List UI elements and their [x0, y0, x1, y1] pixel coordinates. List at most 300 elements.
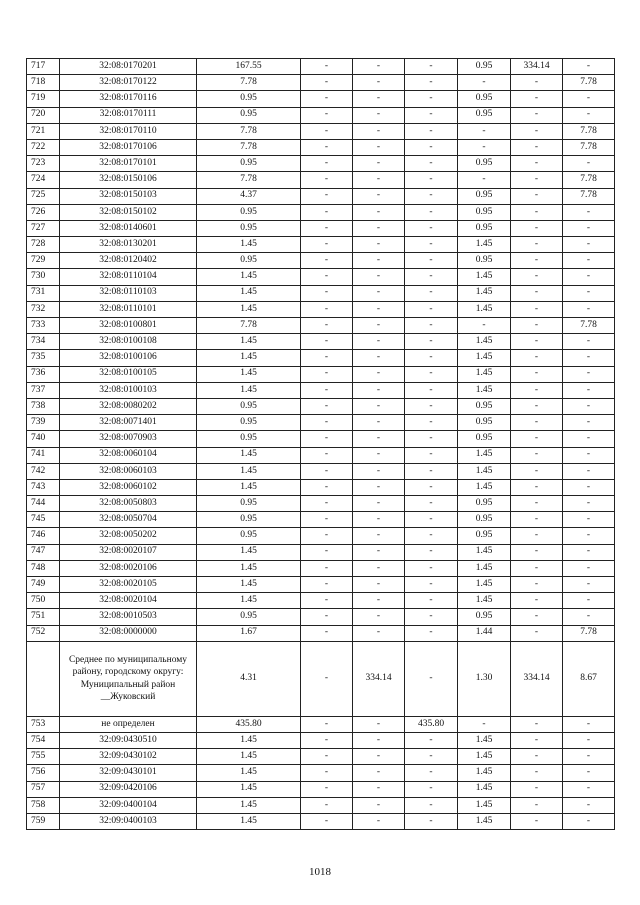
- table-cell: -: [563, 237, 615, 253]
- table-cell: -: [301, 479, 353, 495]
- table-cell: -: [511, 781, 563, 797]
- table-cell: 32:08:0000000: [60, 625, 197, 641]
- table-cell: -: [301, 463, 353, 479]
- table-cell: -: [405, 366, 458, 382]
- table-cell: -: [511, 716, 563, 732]
- table-cell: -: [563, 366, 615, 382]
- table-cell: -: [353, 334, 405, 350]
- table-cell: 32:08:0100801: [60, 318, 197, 334]
- table-cell: -: [405, 204, 458, 220]
- table-cell: -: [511, 382, 563, 398]
- table-cell: -: [511, 431, 563, 447]
- table-cell: -: [511, 204, 563, 220]
- table-cell: -: [405, 479, 458, 495]
- table-cell: -: [458, 716, 511, 732]
- table-row: [27, 765, 615, 781]
- table-cell: -: [353, 813, 405, 829]
- table-cell: -: [563, 301, 615, 317]
- table-cell: -: [301, 237, 353, 253]
- table-cell: 744: [27, 496, 60, 512]
- table-cell: 758: [27, 797, 60, 813]
- table-cell: -: [405, 544, 458, 560]
- table-cell: 32:08:0100108: [60, 334, 197, 350]
- table-cell: -: [563, 107, 615, 123]
- table-cell: 32:08:0100105: [60, 366, 197, 382]
- table-row: [27, 463, 615, 479]
- table-cell: -: [301, 641, 353, 716]
- table-cell: 32:08:0010503: [60, 609, 197, 625]
- table-cell: -: [353, 75, 405, 91]
- table-cell: -: [353, 781, 405, 797]
- table-row: [27, 528, 615, 544]
- table-cell: 7.78: [563, 625, 615, 641]
- data-table: [26, 58, 615, 830]
- summary-row: [27, 641, 615, 716]
- table-cell: -: [353, 123, 405, 139]
- table-cell: -: [301, 59, 353, 75]
- table-cell: -: [563, 382, 615, 398]
- table-cell: 741: [27, 447, 60, 463]
- table-cell: -: [563, 813, 615, 829]
- table-cell: -: [353, 269, 405, 285]
- table-cell: -: [353, 577, 405, 593]
- table-cell: 435.80: [405, 716, 458, 732]
- table-cell: 334.14: [511, 59, 563, 75]
- table-cell: 752: [27, 625, 60, 641]
- table-cell: -: [563, 732, 615, 748]
- table-cell: -: [353, 398, 405, 414]
- table-cell: -: [511, 301, 563, 317]
- table-cell: -: [563, 544, 615, 560]
- table-cell: -: [301, 301, 353, 317]
- table-cell: 0.95: [197, 156, 301, 172]
- table-cell: 1.45: [458, 765, 511, 781]
- table-cell: -: [353, 253, 405, 269]
- table-cell: -: [353, 237, 405, 253]
- table-cell: -: [405, 172, 458, 188]
- table-cell: 32:08:0170201: [60, 59, 197, 75]
- table-cell: -: [301, 625, 353, 641]
- table-cell: 1.45: [197, 797, 301, 813]
- table-cell: [27, 641, 60, 716]
- table-cell: 1.67: [197, 625, 301, 641]
- table-row: [27, 301, 615, 317]
- table-row: [27, 188, 615, 204]
- table-cell: 1.45: [458, 797, 511, 813]
- table-cell: 0.95: [197, 107, 301, 123]
- table-cell: -: [301, 123, 353, 139]
- table-cell: -: [353, 496, 405, 512]
- table-row: [27, 749, 615, 765]
- table-cell: -: [405, 188, 458, 204]
- table-cell: 1.45: [197, 366, 301, 382]
- table-row: [27, 269, 615, 285]
- table-cell: -: [353, 59, 405, 75]
- table-cell: -: [405, 749, 458, 765]
- table-cell: -: [511, 269, 563, 285]
- table-cell: -: [511, 253, 563, 269]
- table-cell: -: [405, 59, 458, 75]
- table-cell: -: [301, 732, 353, 748]
- table-cell: -: [301, 285, 353, 301]
- table-cell: -: [511, 544, 563, 560]
- table-cell: -: [511, 813, 563, 829]
- table-cell: 32:08:0130201: [60, 237, 197, 253]
- table-cell: -: [511, 609, 563, 625]
- table-cell: 32:08:0110103: [60, 285, 197, 301]
- table-cell: 8.67: [563, 641, 615, 716]
- table-cell: -: [405, 398, 458, 414]
- table-cell: -: [353, 560, 405, 576]
- table-body: [27, 59, 615, 830]
- table-cell: -: [563, 781, 615, 797]
- table-cell: -: [563, 797, 615, 813]
- table-cell: 32:08:0170106: [60, 139, 197, 155]
- table-cell: -: [301, 544, 353, 560]
- table-cell: 7.78: [563, 172, 615, 188]
- table-cell: 1.45: [458, 560, 511, 576]
- table-cell: -: [458, 172, 511, 188]
- table-cell: 1.45: [458, 593, 511, 609]
- table-cell: -: [563, 749, 615, 765]
- table-cell: -: [405, 781, 458, 797]
- table-cell: 32:08:0100106: [60, 350, 197, 366]
- table-row: [27, 415, 615, 431]
- table-cell: -: [563, 415, 615, 431]
- table-row: [27, 156, 615, 172]
- table-row: [27, 172, 615, 188]
- table-cell: -: [511, 366, 563, 382]
- table-cell: -: [405, 641, 458, 716]
- table-cell: 0.95: [197, 204, 301, 220]
- table-cell: 751: [27, 609, 60, 625]
- table-cell: -: [353, 528, 405, 544]
- table-cell: -: [563, 479, 615, 495]
- table-cell: 734: [27, 334, 60, 350]
- table-cell: -: [563, 431, 615, 447]
- table-cell: 7.78: [563, 123, 615, 139]
- table-cell: 732: [27, 301, 60, 317]
- table-cell: -: [301, 172, 353, 188]
- table-cell: -: [301, 318, 353, 334]
- table-cell: -: [405, 156, 458, 172]
- table-cell: 0.95: [458, 415, 511, 431]
- table-cell: -: [301, 813, 353, 829]
- table-cell: 759: [27, 813, 60, 829]
- table-cell: -: [511, 496, 563, 512]
- table-cell: -: [458, 318, 511, 334]
- table-cell: -: [511, 334, 563, 350]
- table-cell: -: [353, 609, 405, 625]
- table-cell: -: [301, 765, 353, 781]
- table-row: [27, 544, 615, 560]
- table-cell: 0.95: [458, 220, 511, 236]
- table-cell: -: [511, 732, 563, 748]
- table-cell: -: [511, 350, 563, 366]
- table-cell: -: [511, 577, 563, 593]
- table-cell: 32:08:0170101: [60, 156, 197, 172]
- table-cell: -: [301, 220, 353, 236]
- table-cell: 721: [27, 123, 60, 139]
- table-cell: -: [353, 463, 405, 479]
- table-cell: 1.45: [197, 237, 301, 253]
- table-cell: 1.45: [197, 560, 301, 576]
- table-cell: -: [301, 107, 353, 123]
- table-cell: 0.95: [458, 91, 511, 107]
- table-cell: 32:08:0100103: [60, 382, 197, 398]
- table-cell: -: [405, 334, 458, 350]
- table-cell: 435.80: [197, 716, 301, 732]
- table-cell: -: [301, 75, 353, 91]
- table-row: [27, 625, 615, 641]
- page-number: 1018: [309, 866, 331, 878]
- table-cell: -: [511, 528, 563, 544]
- table-cell: -: [301, 334, 353, 350]
- table-cell: -: [563, 91, 615, 107]
- table-cell: 728: [27, 237, 60, 253]
- table-cell: -: [563, 496, 615, 512]
- table-cell: 32:08:0150102: [60, 204, 197, 220]
- table-cell: 730: [27, 269, 60, 285]
- table-cell: 736: [27, 366, 60, 382]
- table-cell: 726: [27, 204, 60, 220]
- table-cell: 32:08:0120402: [60, 253, 197, 269]
- table-cell: -: [353, 301, 405, 317]
- table-cell: 7.78: [197, 172, 301, 188]
- table-cell: 32:09:0430510: [60, 732, 197, 748]
- table-cell: 1.45: [458, 447, 511, 463]
- table-row: [27, 318, 615, 334]
- table-cell: 1.45: [458, 479, 511, 495]
- table-row: [27, 204, 615, 220]
- table-cell: 1.45: [458, 237, 511, 253]
- table-cell: -: [353, 765, 405, 781]
- table-cell: -: [511, 318, 563, 334]
- table-row: [27, 253, 615, 269]
- table-cell: -: [301, 781, 353, 797]
- table-cell: 1.45: [197, 813, 301, 829]
- table-cell: -: [353, 479, 405, 495]
- table-cell: -: [511, 75, 563, 91]
- table-cell: 1.45: [197, 269, 301, 285]
- table-cell: -: [511, 749, 563, 765]
- table-cell: 739: [27, 415, 60, 431]
- table-cell: -: [353, 220, 405, 236]
- table-cell: 1.45: [458, 382, 511, 398]
- table-cell: 32:08:0170111: [60, 107, 197, 123]
- table-cell: -: [353, 318, 405, 334]
- table-cell: -: [511, 91, 563, 107]
- table-cell: -: [563, 609, 615, 625]
- table-cell: -: [405, 625, 458, 641]
- table-cell: 32:08:0020104: [60, 593, 197, 609]
- table-cell: 7.78: [197, 75, 301, 91]
- table-cell: -: [301, 577, 353, 593]
- table-cell: -: [301, 496, 353, 512]
- table-cell: 1.45: [197, 781, 301, 797]
- table-cell: -: [301, 528, 353, 544]
- table-cell: -: [405, 512, 458, 528]
- table-cell: -: [301, 350, 353, 366]
- table-cell: 742: [27, 463, 60, 479]
- table-cell: -: [301, 593, 353, 609]
- table-cell: -: [405, 382, 458, 398]
- table-cell: -: [563, 447, 615, 463]
- table-cell: 717: [27, 59, 60, 75]
- table-cell: -: [511, 285, 563, 301]
- table-cell: -: [405, 75, 458, 91]
- table-cell: -: [458, 139, 511, 155]
- table-row: [27, 512, 615, 528]
- table-cell: -: [353, 382, 405, 398]
- table-cell: -: [301, 253, 353, 269]
- table-cell: -: [353, 431, 405, 447]
- table-cell: -: [405, 269, 458, 285]
- table-cell: -: [301, 512, 353, 528]
- table-cell: -: [405, 285, 458, 301]
- table-cell: 1.30: [458, 641, 511, 716]
- table-cell: -: [563, 512, 615, 528]
- table-cell: -: [511, 479, 563, 495]
- table-cell: -: [353, 625, 405, 641]
- table-cell: -: [511, 447, 563, 463]
- table-cell: 32:08:0050202: [60, 528, 197, 544]
- table-cell: -: [405, 431, 458, 447]
- table-cell: -: [511, 123, 563, 139]
- table-cell: 32:09:0430101: [60, 765, 197, 781]
- table-cell: 0.95: [197, 398, 301, 414]
- table-cell: -: [301, 716, 353, 732]
- table-cell: 32:08:0060102: [60, 479, 197, 495]
- table-row: [27, 797, 615, 813]
- table-cell: 0.95: [197, 609, 301, 625]
- table-cell: 32:08:0020105: [60, 577, 197, 593]
- table-cell: 727: [27, 220, 60, 236]
- table-cell: 720: [27, 107, 60, 123]
- table-row: [27, 496, 615, 512]
- table-cell: 32:08:0070903: [60, 431, 197, 447]
- table-cell: 743: [27, 479, 60, 495]
- table-cell: -: [301, 366, 353, 382]
- table-cell: 32:08:0170110: [60, 123, 197, 139]
- table-cell: -: [563, 156, 615, 172]
- table-cell: 719: [27, 91, 60, 107]
- table-cell: 0.95: [197, 253, 301, 269]
- table-cell: -: [301, 749, 353, 765]
- table-cell: 1.45: [197, 285, 301, 301]
- table-cell: -: [301, 560, 353, 576]
- table-cell: 32:09:0430102: [60, 749, 197, 765]
- table-cell: -: [563, 285, 615, 301]
- table-row: [27, 716, 615, 732]
- table-cell: -: [458, 75, 511, 91]
- table-cell: 7.78: [563, 139, 615, 155]
- table-cell: 32:08:0110104: [60, 269, 197, 285]
- table-cell: 729: [27, 253, 60, 269]
- table-row: [27, 123, 615, 139]
- table-cell: 1.45: [197, 732, 301, 748]
- table-cell: -: [353, 366, 405, 382]
- table-cell: 32:08:0170122: [60, 75, 197, 91]
- table-row: [27, 285, 615, 301]
- table-cell: не определен: [60, 716, 197, 732]
- table-cell: -: [405, 496, 458, 512]
- table-row: [27, 107, 615, 123]
- table-cell: -: [301, 431, 353, 447]
- table-cell: 32:08:0020107: [60, 544, 197, 560]
- table-row: [27, 59, 615, 75]
- table-cell: 32:09:0420106: [60, 781, 197, 797]
- table-cell: -: [405, 107, 458, 123]
- table-cell: 32:08:0060104: [60, 447, 197, 463]
- table-cell: -: [405, 813, 458, 829]
- table-cell: -: [301, 91, 353, 107]
- table-cell: 0.95: [197, 512, 301, 528]
- table-cell: 0.95: [197, 496, 301, 512]
- table-cell: 757: [27, 781, 60, 797]
- table-cell: -: [353, 107, 405, 123]
- table-cell: 0.95: [197, 91, 301, 107]
- table-cell: 32:08:0060103: [60, 463, 197, 479]
- table-cell: -: [353, 732, 405, 748]
- table-cell: -: [405, 593, 458, 609]
- table-cell: 1.45: [197, 544, 301, 560]
- table-cell: 7.78: [563, 318, 615, 334]
- table-cell: 4.37: [197, 188, 301, 204]
- table-cell: -: [405, 318, 458, 334]
- table-cell: 1.45: [197, 765, 301, 781]
- table-cell: 731: [27, 285, 60, 301]
- table-cell: 0.95: [458, 431, 511, 447]
- table-cell: -: [511, 237, 563, 253]
- table-cell: -: [405, 237, 458, 253]
- table-cell: -: [405, 350, 458, 366]
- table-row: [27, 593, 615, 609]
- table-cell: 1.45: [458, 749, 511, 765]
- table-cell: 32:08:0150106: [60, 172, 197, 188]
- table-cell: 756: [27, 765, 60, 781]
- table-cell: 1.45: [458, 463, 511, 479]
- table-cell: -: [458, 123, 511, 139]
- table-cell: -: [405, 447, 458, 463]
- table-cell: 0.95: [458, 609, 511, 625]
- table-cell: 740: [27, 431, 60, 447]
- table-cell: -: [301, 156, 353, 172]
- table-cell: -: [563, 463, 615, 479]
- table-cell: 0.95: [458, 512, 511, 528]
- table-cell: -: [563, 577, 615, 593]
- table-cell: -: [511, 512, 563, 528]
- table-cell: 0.95: [458, 398, 511, 414]
- table-cell: -: [405, 220, 458, 236]
- table-cell: 746: [27, 528, 60, 544]
- table-cell: 1.45: [458, 285, 511, 301]
- table-cell: 753: [27, 716, 60, 732]
- table-cell: 755: [27, 749, 60, 765]
- table-cell: -: [405, 560, 458, 576]
- table-cell: -: [301, 609, 353, 625]
- table-cell: -: [511, 593, 563, 609]
- table-cell: -: [511, 463, 563, 479]
- table-cell: -: [563, 398, 615, 414]
- table-cell: 1.45: [458, 781, 511, 797]
- table-cell: 167.55: [197, 59, 301, 75]
- table-cell: -: [353, 91, 405, 107]
- table-row: [27, 609, 615, 625]
- table-cell: 718: [27, 75, 60, 91]
- table-cell: 725: [27, 188, 60, 204]
- table-row: [27, 398, 615, 414]
